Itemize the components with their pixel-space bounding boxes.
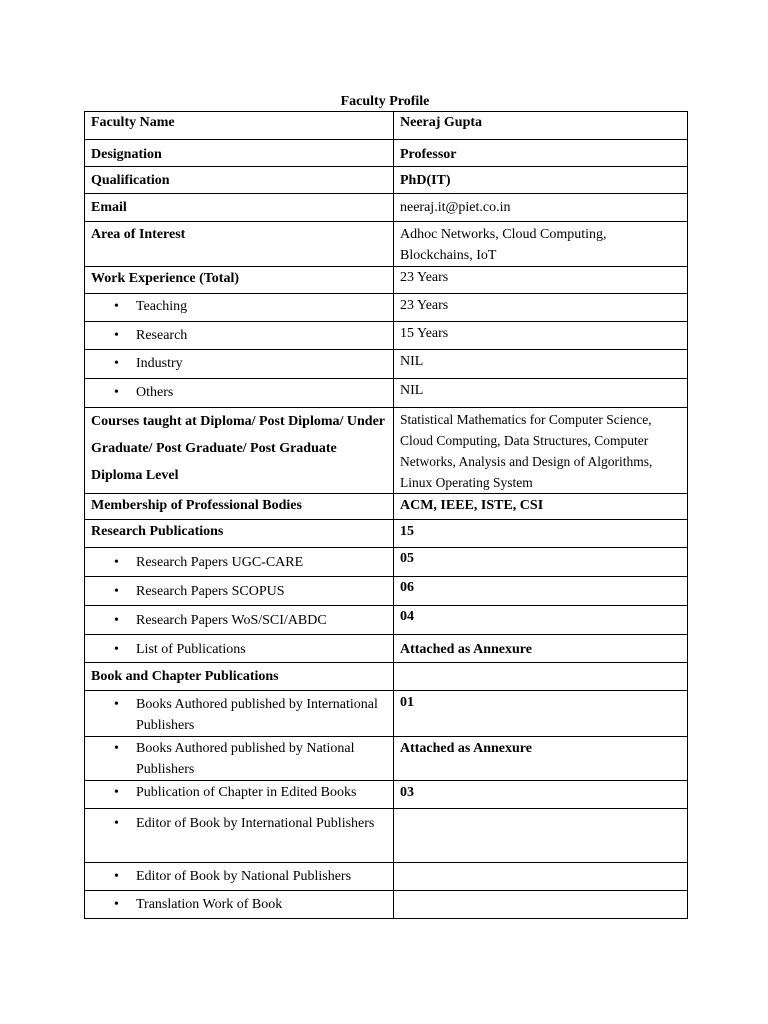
row-label: Industry: [136, 356, 183, 371]
row-label: Courses taught at Diploma/ Post Diploma/ Under Graduate/ Post Graduate/ Post Graduate Diploma Level: [85, 408, 394, 494]
bullet-icon: •: [114, 816, 119, 831]
row-label: Research Papers UGC-CARE: [136, 555, 304, 570]
table-row: [85, 494, 688, 520]
bullet-icon: •: [114, 328, 119, 343]
table-row: [85, 548, 688, 577]
row-value: neeraj.it@piet.co.in: [394, 194, 688, 222]
row-value: 23 Years: [394, 267, 688, 294]
row-value: 23 Years: [394, 294, 688, 322]
row-value: Neeraj Gupta: [394, 112, 688, 140]
table-row: [85, 691, 688, 737]
table-row: [85, 322, 688, 350]
row-value: 05: [394, 548, 688, 577]
row-value: 15: [394, 520, 688, 548]
table-row: [85, 350, 688, 379]
row-value: [394, 663, 688, 691]
row-value: 01: [394, 691, 688, 737]
row-label: Editor of Book by International Publishers: [136, 816, 375, 831]
faculty-profile-table: [84, 111, 688, 919]
bullet-icon: •: [114, 555, 119, 570]
row-value: Statistical Mathematics for Computer Science, Cloud Computing, Data Structures, Computer Networks, Analysis and Design of Algorithms, Linux Operating System: [394, 408, 688, 494]
table-row: [85, 863, 688, 891]
bullet-icon: •: [114, 642, 119, 657]
bullet-icon: •: [114, 299, 119, 314]
row-label: Teaching: [136, 299, 188, 314]
sub-item: [91, 811, 387, 837]
row-label: Research Papers SCOPUS: [136, 584, 285, 599]
table-row: [85, 781, 688, 809]
row-value: 15 Years: [394, 322, 688, 350]
row-label: Qualification: [85, 167, 394, 194]
table-row: [85, 663, 688, 691]
row-value: 06: [394, 577, 688, 606]
table-row: [85, 891, 688, 919]
row-value: PhD(IT): [394, 167, 688, 194]
table-row: [85, 809, 688, 863]
row-label: Designation: [85, 140, 394, 167]
bullet-icon: •: [114, 741, 119, 756]
table-row: [85, 379, 688, 408]
row-value: [394, 863, 688, 891]
sub-item: [91, 694, 387, 736]
row-value: Attached as Annexure: [394, 635, 688, 663]
table-row: [85, 167, 688, 194]
sub-item: [91, 738, 387, 780]
row-label: Membership of Professional Bodies: [85, 494, 394, 520]
row-value: [394, 891, 688, 919]
row-label: Editor of Book by National Publishers: [136, 869, 352, 884]
table-row: [85, 267, 688, 294]
table-row: [85, 194, 688, 222]
row-label: Books Authored published by National Publishers: [136, 741, 355, 777]
sub-item: [91, 382, 387, 403]
row-value: NIL: [394, 350, 688, 379]
row-label: Books Authored published by International Publishers: [136, 697, 378, 733]
row-label: Translation Work of Book: [136, 897, 283, 912]
table-row: [85, 520, 688, 548]
table-row: [85, 140, 688, 167]
row-label: Research: [136, 328, 188, 343]
bullet-icon: •: [114, 613, 119, 628]
row-label: Research Papers WoS/SCI/ABDC: [136, 613, 327, 628]
row-value: Professor: [394, 140, 688, 167]
bullet-icon: •: [114, 897, 119, 912]
row-value: [394, 809, 688, 863]
bullet-icon: •: [114, 385, 119, 400]
row-value: 04: [394, 606, 688, 635]
row-value: 03: [394, 781, 688, 809]
row-value: Adhoc Networks, Cloud Computing, Blockchains, IoT: [394, 222, 688, 267]
row-label: Area of Interest: [85, 222, 394, 267]
bullet-icon: •: [114, 584, 119, 599]
table-row: [85, 408, 688, 494]
bullet-icon: •: [114, 785, 119, 800]
sub-item: [91, 581, 387, 602]
sub-item: [91, 325, 387, 346]
sub-item: [91, 296, 387, 317]
page-title: Faculty Profile: [340, 94, 430, 109]
sub-item: [91, 894, 387, 915]
row-label: Faculty Name: [85, 112, 394, 140]
sub-item: [91, 552, 387, 573]
table-row: [85, 294, 688, 322]
row-label: Research Publications: [85, 520, 394, 548]
row-label: List of Publications: [136, 642, 246, 657]
row-label: Publication of Chapter in Edited Books: [136, 785, 357, 800]
sub-item: [91, 782, 387, 803]
bullet-icon: •: [114, 356, 119, 371]
sub-item: [91, 610, 387, 631]
bullet-icon: •: [114, 869, 119, 884]
table-row: [85, 577, 688, 606]
table-row: [85, 635, 688, 663]
bullet-icon: •: [114, 697, 119, 712]
row-label: Others: [136, 385, 174, 400]
table-row: [85, 737, 688, 781]
row-value: Attached as Annexure: [394, 737, 688, 781]
sub-item: [91, 866, 387, 887]
row-value: ACM, IEEE, ISTE, CSI: [394, 494, 688, 520]
table-row: [85, 606, 688, 635]
sub-item: [91, 353, 387, 374]
row-label: Book and Chapter Publications: [85, 663, 394, 691]
row-label: Work Experience (Total): [85, 267, 394, 294]
table-row: [85, 222, 688, 267]
row-value: NIL: [394, 379, 688, 408]
sub-item: [91, 639, 387, 660]
table-row: [85, 112, 688, 140]
row-label: Email: [85, 194, 394, 222]
